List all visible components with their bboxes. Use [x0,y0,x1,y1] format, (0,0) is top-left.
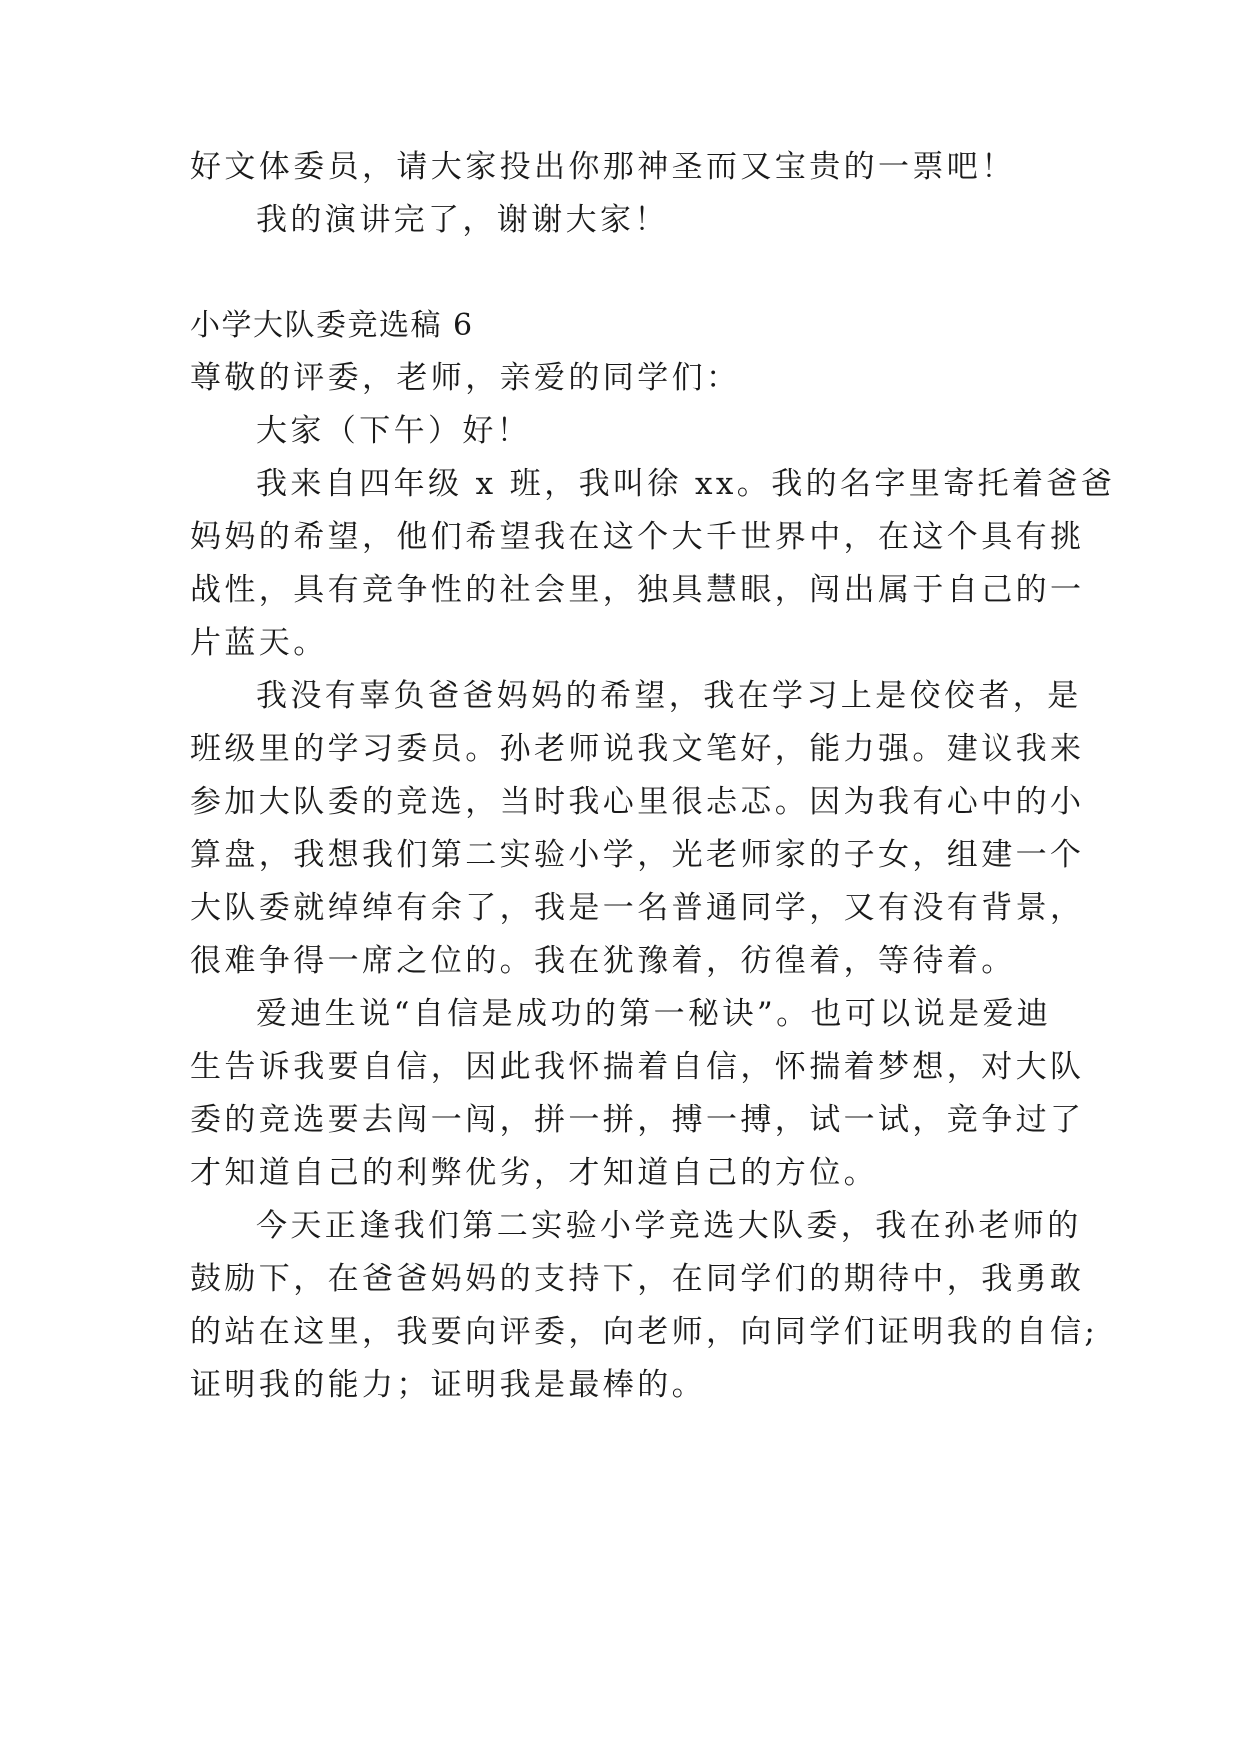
greeting: 大家（下午）好！ [256,413,532,449]
paragraph-3-line-3: 委的竞选要去闯一闯，拼一拼，搏一搏，试一试，竞争过了 [190,1102,1085,1138]
section-title: 小学大队委竞选稿 6 [190,308,474,343]
paragraph-1-line-1: 我来自四年级 x 班，我叫徐 xx。我的名字里寄托着爸爸 [256,466,1116,502]
paragraph-4-line-1: 今天正逢我们第二实验小学竞选大队委，我在孙老师的 [256,1208,1082,1244]
paragraph-2-line-4: 算盘，我想我们第二实验小学，光老师家的子女，组建一个 [190,837,1085,873]
paragraph-2-line-5: 大队委就绰绰有余了，我是一名普通同学，又有没有背景， [190,890,1085,926]
paragraph-2-line-2: 班级里的学习委员。孙老师说我文笔好，能力强。建议我来 [190,731,1085,767]
paragraph-3-line-1: 爱迪生说“自信是成功的第一秘诀”。也可以说是爱迪 [256,996,1052,1032]
paragraph-1-line-2: 妈妈的希望，他们希望我在这个大千世界中，在这个具有挑 [190,519,1085,555]
paragraph-1-line-4: 片蓝天。 [190,625,328,661]
paragraph-4-line-2: 鼓励下，在爸爸妈妈的支持下，在同学们的期待中，我勇敢 [190,1261,1085,1297]
paragraph-3-line-2: 生告诉我要自信，因此我怀揣着自信，怀揣着梦想，对大队 [190,1049,1085,1085]
paragraph-2-line-1: 我没有辜负爸爸妈妈的希望，我在学习上是佼佼者，是 [256,678,1082,714]
paragraph-2-line-3: 参加大队委的竞选，当时我心里很忐忑。因为我有心中的小 [190,784,1085,820]
previous-closing-line: 我的演讲完了，谢谢大家！ [256,202,669,238]
paragraph-4-line-4: 证明我的能力；证明我是最棒的。 [190,1367,706,1403]
salutation: 尊敬的评委，老师，亲爱的同学们： [190,360,741,396]
paragraph-1-line-3: 战性，具有竞争性的社会里，独具慧眼，闯出属于自己的一 [190,572,1085,608]
paragraph-4-line-3: 的站在这里，我要向评委，向老师，向同学们证明我的自信; [190,1314,1099,1350]
paragraph-3-line-4: 才知道自己的利弊优劣，才知道自己的方位。 [190,1155,878,1191]
paragraph-2-line-6: 很难争得一席之位的。我在犹豫着，彷徨着，等待着。 [190,943,1016,979]
previous-paragraph-tail: 好文体委员，请大家投出你那神圣而又宝贵的一票吧！ [190,149,1016,185]
